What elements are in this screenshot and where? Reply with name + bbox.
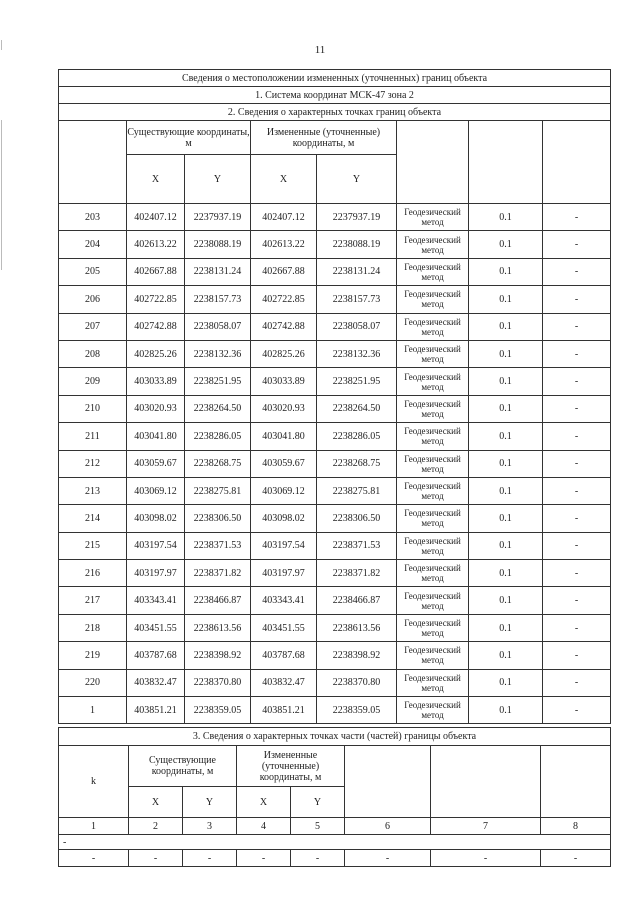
changed-x-cell: 402742.88: [251, 313, 317, 340]
method-cell: Геодезический метод: [397, 395, 469, 422]
existing-x-header: X: [127, 155, 185, 204]
changed-x-cell: 403451.55: [251, 614, 317, 641]
note-cell: -: [543, 258, 611, 285]
existing-y-cell: 2238371.82: [185, 560, 251, 587]
table-row: [59, 231, 611, 258]
point-number-cell: 220: [59, 669, 127, 696]
point-number-cell: 209: [59, 368, 127, 395]
accuracy-cell: 0.1: [469, 423, 543, 450]
method-cell: Геодезический метод: [397, 669, 469, 696]
accuracy-cell: 0.1: [469, 532, 543, 559]
point-number-cell: 214: [59, 505, 127, 532]
table-row: [59, 614, 611, 641]
method-cell: Геодезический метод: [397, 313, 469, 340]
note-cell: -: [543, 560, 611, 587]
table-row: [59, 258, 611, 285]
note-header: [543, 121, 611, 204]
existing-x-cell: 403197.97: [127, 560, 185, 587]
note-cell: -: [543, 204, 611, 231]
changed-y-cell: 2238613.56: [317, 614, 397, 641]
existing-y-header: Y: [185, 155, 251, 204]
changed-y-cell: 2238275.81: [317, 477, 397, 504]
existing-y-cell: 2238131.24: [185, 258, 251, 285]
coordinate-system-heading: 1. Система координат МСК-47 зона 2: [59, 87, 611, 104]
existing-x-cell: 403451.55: [127, 614, 185, 641]
table-row: [59, 368, 611, 395]
existing-x-cell: 402742.88: [127, 313, 185, 340]
note-cell: -: [543, 532, 611, 559]
method-cell: Геодезический метод: [397, 642, 469, 669]
changed-x-cell: 403851.21: [251, 697, 317, 724]
changed-x-cell: 403197.54: [251, 532, 317, 559]
existing-x-cell: 403343.41: [127, 587, 185, 614]
point-number-cell: 217: [59, 587, 127, 614]
accuracy-cell: 0.1: [469, 505, 543, 532]
existing-coordinates-header: Существующие координаты, м: [129, 746, 237, 787]
existing-x-cell: 403033.89: [127, 368, 185, 395]
existing-x-cell: 403041.80: [127, 423, 185, 450]
accuracy-cell: 0.1: [469, 204, 543, 231]
existing-x-cell: 403020.93: [127, 395, 185, 422]
point-number-cell: 213: [59, 477, 127, 504]
table-row: [59, 477, 611, 504]
changed-x-cell: 402407.12: [251, 204, 317, 231]
point-number-cell: 1: [59, 697, 127, 724]
column-number: 1: [59, 818, 129, 835]
changed-y-cell: 2238268.75: [317, 450, 397, 477]
existing-y-cell: 2238157.73: [185, 286, 251, 313]
table-row: [59, 313, 611, 340]
column-6-header: [345, 746, 431, 818]
points-section-heading: 2. Сведения о характерных точках границ объекта: [59, 104, 611, 121]
changed-x-cell: 402613.22: [251, 231, 317, 258]
dash-cell: -: [345, 850, 431, 867]
column-number: 5: [291, 818, 345, 835]
method-cell: Геодезический метод: [397, 423, 469, 450]
accuracy-cell: 0.1: [469, 395, 543, 422]
existing-y-cell: 2238088.19: [185, 231, 251, 258]
changed-x-cell: 403020.93: [251, 395, 317, 422]
method-cell: Геодезический метод: [397, 697, 469, 724]
existing-x-cell: 402722.85: [127, 286, 185, 313]
method-cell: Геодезический метод: [397, 231, 469, 258]
method-cell: Геодезический метод: [397, 286, 469, 313]
note-cell: -: [543, 587, 611, 614]
point-number-cell: 204: [59, 231, 127, 258]
existing-y-cell: 2238359.05: [185, 697, 251, 724]
existing-y-cell: 2238398.92: [185, 642, 251, 669]
accuracy-cell: 0.1: [469, 340, 543, 367]
changed-x-cell: 403098.02: [251, 505, 317, 532]
dash-cell: -: [183, 850, 237, 867]
changed-y-cell: 2237937.19: [317, 204, 397, 231]
method-cell: Геодезический метод: [397, 560, 469, 587]
existing-y-cell: 2238251.95: [185, 368, 251, 395]
table-row: [59, 450, 611, 477]
accuracy-cell: 0.1: [469, 450, 543, 477]
note-cell: -: [543, 423, 611, 450]
changed-x-cell: 402825.26: [251, 340, 317, 367]
changed-x-cell: 403059.67: [251, 450, 317, 477]
method-cell: Геодезический метод: [397, 368, 469, 395]
changed-y-cell: 2238359.05: [317, 697, 397, 724]
column-7-header: [431, 746, 541, 818]
existing-x-cell: 402825.26: [127, 340, 185, 367]
point-number-cell: 211: [59, 423, 127, 450]
note-cell: -: [543, 313, 611, 340]
accuracy-cell: 0.1: [469, 231, 543, 258]
method-cell: Геодезический метод: [397, 532, 469, 559]
existing-y-cell: 2238132.36: [185, 340, 251, 367]
existing-y-cell: 2238268.75: [185, 450, 251, 477]
table-title: Сведения о местоположении измененных (уточненных) границ объекта: [59, 70, 611, 87]
existing-x-cell: 403832.47: [127, 669, 185, 696]
point-number-cell: 206: [59, 286, 127, 313]
accuracy-cell: 0.1: [469, 697, 543, 724]
changed-y-cell: 2238286.05: [317, 423, 397, 450]
changed-y-cell: 2238371.82: [317, 560, 397, 587]
existing-y-cell: 2238371.53: [185, 532, 251, 559]
point-number-cell: 205: [59, 258, 127, 285]
existing-x-header: X: [129, 787, 183, 818]
changed-y-cell: 2238251.95: [317, 368, 397, 395]
dash-cell: -: [59, 850, 129, 867]
changed-x-cell: 403069.12: [251, 477, 317, 504]
method-cell: Геодезический метод: [397, 614, 469, 641]
note-cell: -: [543, 286, 611, 313]
dash-cell: -: [129, 850, 183, 867]
note-cell: -: [543, 368, 611, 395]
changed-y-cell: 2238371.53: [317, 532, 397, 559]
method-cell: Геодезический метод: [397, 477, 469, 504]
accuracy-cell: 0.1: [469, 587, 543, 614]
existing-x-cell: 403197.54: [127, 532, 185, 559]
existing-y-cell: 2238466.87: [185, 587, 251, 614]
empty-row: -: [59, 835, 611, 850]
point-number-cell: 212: [59, 450, 127, 477]
existing-y-header: Y: [183, 787, 237, 818]
column-8-header: [541, 746, 611, 818]
changed-y-cell: 2238058.07: [317, 313, 397, 340]
existing-x-cell: 402407.12: [127, 204, 185, 231]
accuracy-cell: 0.1: [469, 258, 543, 285]
note-cell: -: [543, 477, 611, 504]
changed-y-header: Y: [291, 787, 345, 818]
boundary-part-table: [58, 727, 611, 867]
accuracy-cell: 0.1: [469, 669, 543, 696]
dash-cell: -: [237, 850, 291, 867]
point-number-cell: 203: [59, 204, 127, 231]
note-cell: -: [543, 450, 611, 477]
table-row: [59, 642, 611, 669]
changed-y-cell: 2238398.92: [317, 642, 397, 669]
table-row: [59, 532, 611, 559]
page-number: 11: [314, 44, 326, 56]
changed-x-cell: 403033.89: [251, 368, 317, 395]
changed-x-cell: 403832.47: [251, 669, 317, 696]
dash-cell: -: [291, 850, 345, 867]
table-row: [59, 697, 611, 724]
table-row: [59, 423, 611, 450]
column-number: 3: [183, 818, 237, 835]
column-number: 8: [541, 818, 611, 835]
boundary-table: [58, 69, 611, 724]
changed-coordinates-header: Измененные (уточненные) координаты, м: [251, 121, 397, 155]
existing-y-cell: 2238275.81: [185, 477, 251, 504]
changed-x-cell: 403041.80: [251, 423, 317, 450]
accuracy-cell: 0.1: [469, 614, 543, 641]
changed-x-cell: 403343.41: [251, 587, 317, 614]
accuracy-cell: 0.1: [469, 313, 543, 340]
existing-y-cell: 2238613.56: [185, 614, 251, 641]
accuracy-cell: 0.1: [469, 560, 543, 587]
changed-y-cell: 2238306.50: [317, 505, 397, 532]
column-number: 7: [431, 818, 541, 835]
part-section-heading: 3. Сведения о характерных точках части (частей) границы объекта: [59, 728, 611, 746]
note-cell: -: [543, 669, 611, 696]
point-number-cell: 219: [59, 642, 127, 669]
column-number: 6: [345, 818, 431, 835]
existing-y-cell: 2238058.07: [185, 313, 251, 340]
note-cell: -: [543, 614, 611, 641]
column-number: 4: [237, 818, 291, 835]
dash-cell: -: [431, 850, 541, 867]
dash-cell: -: [541, 850, 611, 867]
existing-y-cell: 2238306.50: [185, 505, 251, 532]
table-row: [59, 395, 611, 422]
note-cell: -: [543, 231, 611, 258]
changed-y-cell: 2238370.80: [317, 669, 397, 696]
note-cell: -: [543, 505, 611, 532]
point-number-cell: 215: [59, 532, 127, 559]
changed-x-header: X: [251, 155, 317, 204]
note-cell: -: [543, 395, 611, 422]
accuracy-header: [469, 121, 543, 204]
existing-x-cell: 403069.12: [127, 477, 185, 504]
note-cell: -: [543, 697, 611, 724]
existing-x-cell: 403059.67: [127, 450, 185, 477]
method-cell: Геодезический метод: [397, 258, 469, 285]
changed-x-header: X: [237, 787, 291, 818]
changed-y-cell: 2238157.73: [317, 286, 397, 313]
method-cell: Геодезический метод: [397, 204, 469, 231]
changed-x-cell: 402667.88: [251, 258, 317, 285]
changed-y-cell: 2238466.87: [317, 587, 397, 614]
existing-y-cell: 2238264.50: [185, 395, 251, 422]
changed-x-cell: 403787.68: [251, 642, 317, 669]
changed-y-cell: 2238088.19: [317, 231, 397, 258]
k-header: k: [59, 746, 129, 818]
table-row: [59, 560, 611, 587]
table-row: [59, 505, 611, 532]
method-cell: Геодезический метод: [397, 505, 469, 532]
accuracy-cell: 0.1: [469, 642, 543, 669]
accuracy-cell: 0.1: [469, 368, 543, 395]
note-cell: -: [543, 340, 611, 367]
existing-coordinates-header: Существующие координаты, м: [127, 121, 251, 155]
margin-mark: [1, 120, 2, 270]
point-number-cell: 210: [59, 395, 127, 422]
existing-x-cell: 402667.88: [127, 258, 185, 285]
table-row: [59, 669, 611, 696]
column-number: 2: [129, 818, 183, 835]
method-cell: Геодезический метод: [397, 450, 469, 477]
table-row: [59, 587, 611, 614]
existing-y-cell: 2238286.05: [185, 423, 251, 450]
accuracy-cell: 0.1: [469, 477, 543, 504]
existing-x-cell: 403787.68: [127, 642, 185, 669]
point-number-cell: 208: [59, 340, 127, 367]
point-number-header: [59, 121, 127, 204]
changed-y-cell: 2238264.50: [317, 395, 397, 422]
note-cell: -: [543, 642, 611, 669]
method-header: [397, 121, 469, 204]
changed-y-header: Y: [317, 155, 397, 204]
table-row: [59, 286, 611, 313]
point-number-cell: 218: [59, 614, 127, 641]
table-row: [59, 204, 611, 231]
table-row: [59, 340, 611, 367]
accuracy-cell: 0.1: [469, 286, 543, 313]
changed-x-cell: 403197.97: [251, 560, 317, 587]
existing-y-cell: 2238370.80: [185, 669, 251, 696]
point-number-cell: 216: [59, 560, 127, 587]
changed-x-cell: 402722.85: [251, 286, 317, 313]
existing-x-cell: 403851.21: [127, 697, 185, 724]
existing-x-cell: 403098.02: [127, 505, 185, 532]
changed-y-cell: 2238132.36: [317, 340, 397, 367]
changed-y-cell: 2238131.24: [317, 258, 397, 285]
existing-y-cell: 2237937.19: [185, 204, 251, 231]
existing-x-cell: 402613.22: [127, 231, 185, 258]
method-cell: Геодезический метод: [397, 587, 469, 614]
method-cell: Геодезический метод: [397, 340, 469, 367]
changed-coordinates-header: Измененные (уточненные) координаты, м: [237, 746, 345, 787]
point-number-cell: 207: [59, 313, 127, 340]
